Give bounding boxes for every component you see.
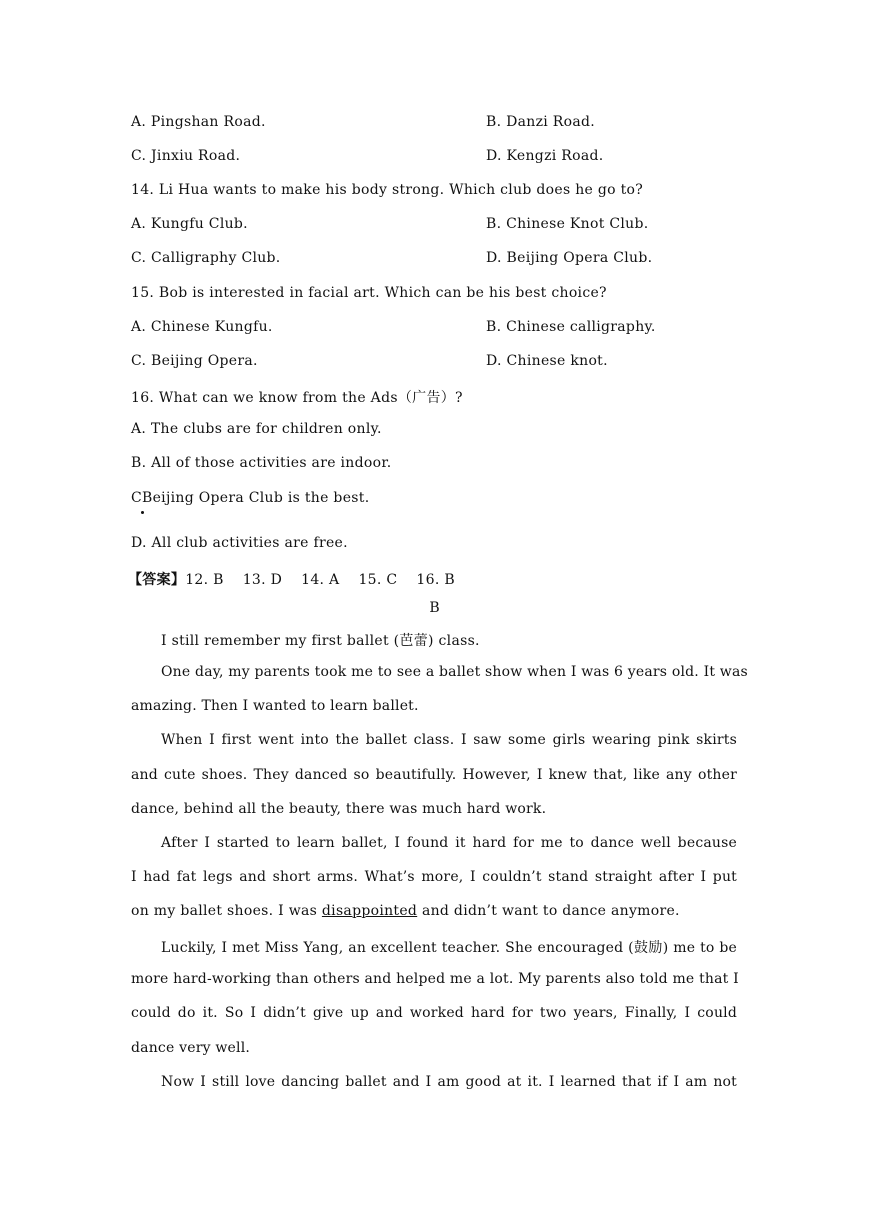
q16-option-a: A. The clubs are for children only. [131, 421, 382, 437]
section-heading: B [429, 600, 440, 616]
paragraph-3-line-3 [131, 903, 680, 919]
q16-option-c: CBeijing Opera Club is the best. [131, 490, 370, 506]
answer-label: 【答案】 [128, 572, 186, 588]
q13-option-c: C. Jinxiu Road. [131, 148, 241, 164]
q16-option-b: B. All of those activities are indoor. [131, 455, 392, 471]
q14-option-d: D. Beijing Opera Club. [486, 250, 653, 266]
answer-key [128, 569, 455, 589]
q15-option-b: B. Chinese calligraphy. [486, 319, 656, 335]
stray-dot [141, 511, 144, 514]
q15-option-a: A. Chinese Kungfu. [131, 319, 273, 335]
paragraph-4-line-3: could do it. So I didn’t give up and worked hard for two years, Finally, I could [131, 1005, 737, 1021]
passage-title-line: I still remember my first ballet (芭蕾) class. [161, 633, 480, 649]
paragraph-5-line-1: Now I still love dancing ballet and I am good at it. I learned that if I am not [161, 1074, 737, 1090]
paragraph-2-line-3: dance, behind all the beauty, there was much hard work. [131, 801, 547, 817]
q13-option-a: A. Pingshan Road. [131, 114, 266, 130]
p3-text-after: and didn’t want to dance anymore. [417, 903, 680, 919]
q13-option-b: B. Danzi Road. [486, 114, 596, 130]
q14-option-a: A. Kungfu Club. [131, 216, 248, 232]
paragraph-3-line-1: After I started to learn ballet, I found it hard for me to dance well because [161, 835, 737, 851]
paragraph-2-line-1: When I first went into the ballet class. I saw some girls wearing pink skirts [161, 732, 737, 748]
q13-option-d: D. Kengzi Road. [486, 148, 604, 164]
q14-question: 14. Li Hua wants to make his body strong. Which club does he go to? [131, 182, 644, 198]
q14-option-c: C. Calligraphy Club. [131, 250, 281, 266]
paragraph-1-line-1: One day, my parents took me to see a ballet show when I was 6 years old. It was [161, 664, 748, 680]
paragraph-3-line-2: I had fat legs and short arms. What’s more, I couldn’t stand straight after I put [131, 869, 737, 885]
paragraph-4-line-1: Luckily, I met Miss Yang, an excellent teacher. She encouraged (鼓励) me to be [161, 940, 737, 956]
q14-option-b: B. Chinese Knot Club. [486, 216, 649, 232]
q15-option-c: C. Beijing Opera. [131, 353, 258, 369]
q16-option-d: D. All club activities are free. [131, 535, 348, 551]
paragraph-2-line-2: and cute shoes. They danced so beautifully. However, I knew that, like any other [131, 767, 737, 783]
paragraph-4-line-4: dance very well. [131, 1040, 251, 1056]
q15-question: 15. Bob is interested in facial art. Which can be his best choice? [131, 285, 607, 301]
answer-text: 12. B 13. D 14. A 15. C 16. B [185, 572, 455, 588]
paragraph-1-line-2: amazing. Then I wanted to learn ballet. [131, 698, 419, 714]
underlined-word: disappointed [321, 903, 418, 919]
q15-option-d: D. Chinese knot. [486, 353, 608, 369]
q16-question: 16. What can we know from the Ads（广告）? [131, 390, 463, 406]
p3-text-before: on my ballet shoes. I was [131, 903, 322, 919]
paragraph-4-line-2: more hard-working than others and helped me a lot. My parents also told me that I [131, 971, 739, 987]
